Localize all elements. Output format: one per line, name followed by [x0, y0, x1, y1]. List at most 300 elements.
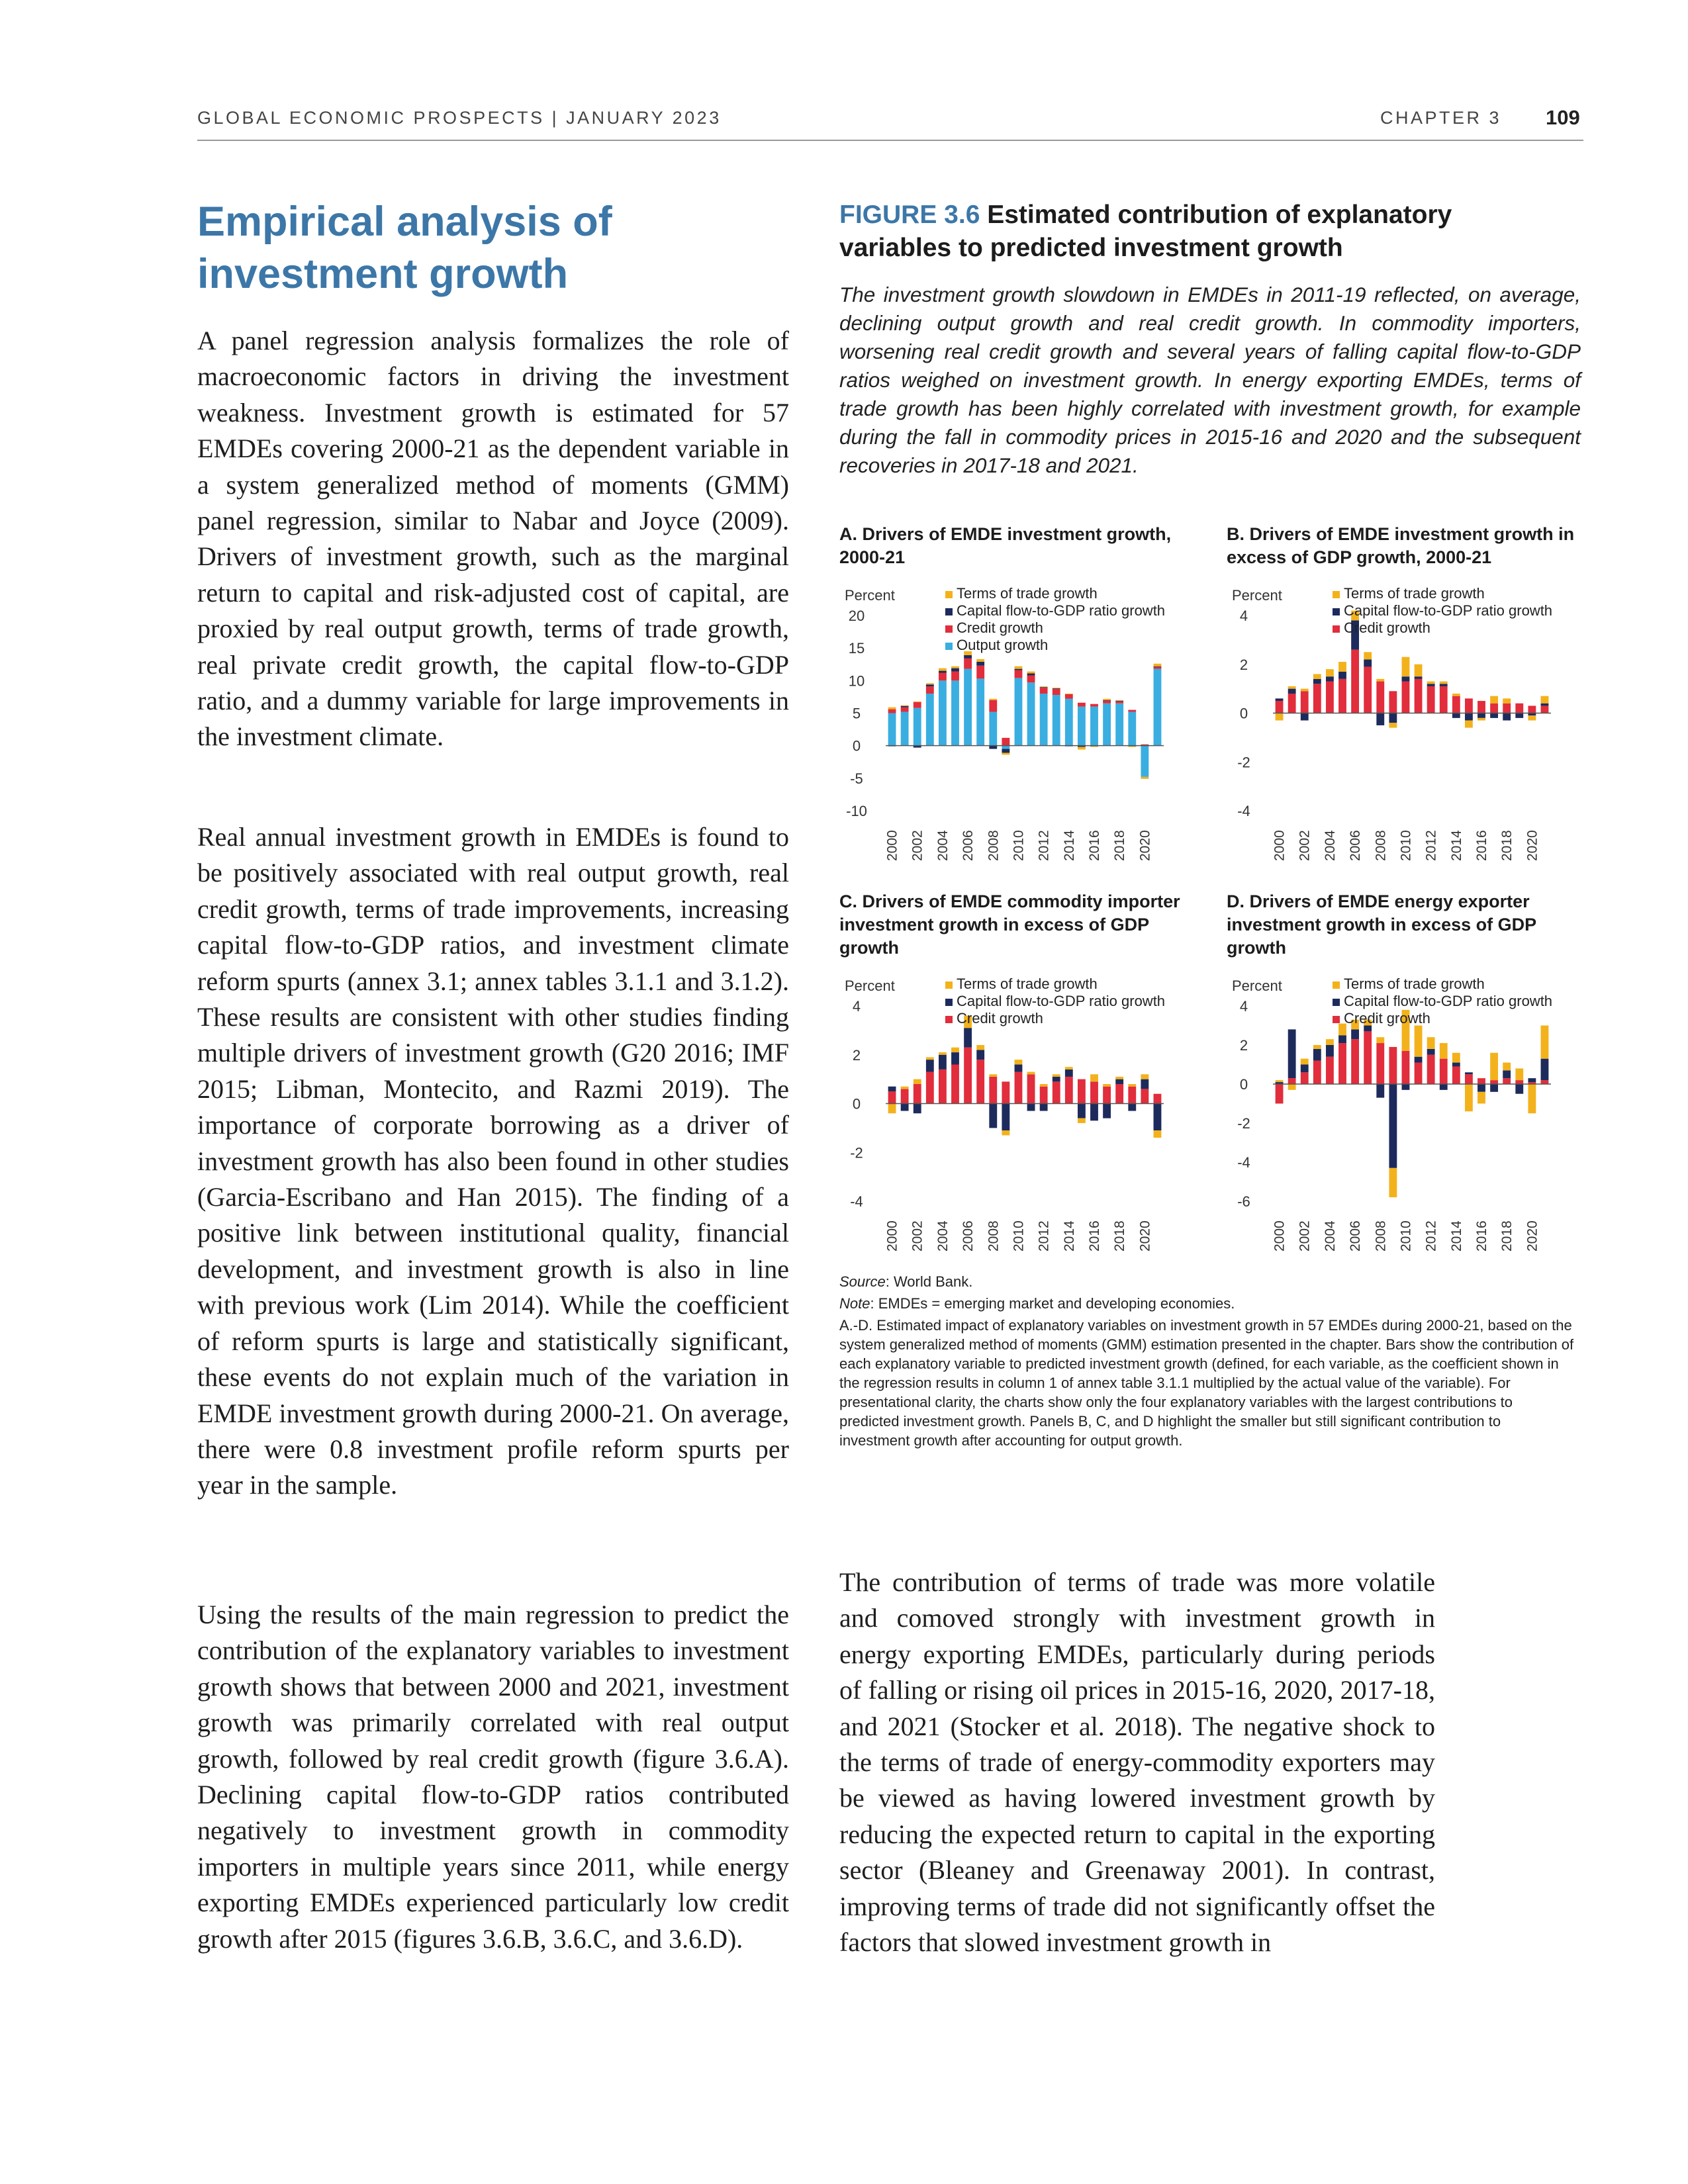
bar-capital-flow-to-gdp-ratio-growth-2005	[951, 668, 959, 672]
bar-capital-flow-to-gdp-ratio-growth-2008	[1376, 1084, 1384, 1098]
bar-credit-growth-2005	[1338, 1043, 1346, 1084]
bar-capital-flow-to-gdp-ratio-growth-2017	[1490, 713, 1498, 718]
bar-output-growth-2017	[1103, 704, 1111, 746]
bar-terms-of-trade-growth-2003	[926, 683, 934, 684]
page-number: 109	[1546, 106, 1580, 129]
chart-b-ytick: 0	[1239, 705, 1248, 722]
bar-terms-of-trade-growth-2021	[1541, 696, 1549, 704]
bar-credit-growth-2013	[1440, 686, 1448, 713]
bar-capital-flow-to-gdp-ratio-growth-2019	[1128, 1104, 1136, 1111]
figure-subtitle: The investment growth slowdown in EMDEs in 2011-19 reflected, on average, declining output growth and real credit growth. In commodity importers, worsening real credit growth and several years of falling capital flow-to-GDP ratios weighed on investment growth. In energy exporting EMDEs, terms of trade growth has been highly correlated with investment growth, for example during the fall in commodity prices in 2015-16 and 2020 and the subsequent recoveries in 2017-18 and 2021.	[839, 283, 1581, 477]
chart-a-ytick: 5	[852, 705, 861, 722]
chart-a-ytick: 15	[848, 640, 865, 657]
legend-label-terms-of-trade-growth: Terms of trade growth	[957, 976, 1098, 992]
bar-terms-of-trade-growth-2008	[989, 1074, 997, 1077]
bar-credit-growth-2000	[888, 1091, 896, 1103]
bar-capital-flow-to-gdp-ratio-growth-2010	[1402, 1084, 1410, 1090]
legend-label-capital-flow-to-gdp-ratio-growth: Capital flow-to-GDP ratio growth	[957, 993, 1166, 1009]
bar-terms-of-trade-growth-2014	[1452, 1053, 1460, 1063]
chart-d-xtick: 2016	[1474, 1220, 1489, 1251]
bar-capital-flow-to-gdp-ratio-growth-2009	[1389, 1084, 1397, 1168]
bar-terms-of-trade-growth-2015	[1465, 721, 1473, 728]
bar-capital-flow-to-gdp-ratio-growth-2000	[888, 1087, 896, 1091]
bar-capital-flow-to-gdp-ratio-growth-2007	[976, 1050, 984, 1060]
bar-capital-flow-to-gdp-ratio-growth-2010	[1015, 669, 1023, 670]
legend-swatch-credit-growth	[945, 625, 953, 633]
bar-capital-flow-to-gdp-ratio-growth-2011	[1027, 674, 1035, 676]
bar-capital-flow-to-gdp-ratio-growth-2015	[1078, 1104, 1086, 1118]
bar-credit-growth-2018	[1503, 1078, 1511, 1084]
bar-capital-flow-to-gdp-ratio-growth-2019	[1515, 1084, 1523, 1094]
bar-credit-growth-2001	[1288, 694, 1296, 713]
bar-credit-growth-2005	[951, 1065, 959, 1104]
bar-credit-growth-2006	[964, 1048, 972, 1104]
bar-output-growth-2001	[901, 712, 909, 746]
bar-output-growth-2010	[1015, 678, 1023, 745]
bar-terms-of-trade-growth-2009	[1002, 1130, 1009, 1135]
legend-swatch-terms-of-trade-growth	[1333, 981, 1340, 989]
bar-credit-growth-2020	[1141, 1089, 1149, 1103]
bar-capital-flow-to-gdp-ratio-growth-2010	[1402, 676, 1410, 681]
chart-c-ytick: 0	[852, 1095, 861, 1113]
bar-terms-of-trade-growth-2003	[1313, 674, 1321, 679]
bar-terms-of-trade-growth-2009	[1389, 723, 1397, 727]
bar-capital-flow-to-gdp-ratio-growth-2003	[926, 684, 934, 686]
bar-capital-flow-to-gdp-ratio-growth-2007	[976, 662, 984, 666]
bar-credit-growth-2016	[1090, 704, 1098, 707]
chart-a-ytick: 10	[848, 672, 865, 690]
bar-output-growth-2019	[1128, 712, 1136, 746]
legend-swatch-credit-growth	[945, 1016, 953, 1023]
bar-capital-flow-to-gdp-ratio-growth-2006	[1351, 1029, 1359, 1039]
bar-credit-growth-2006	[964, 659, 972, 669]
bar-terms-of-trade-growth-2005	[1338, 662, 1346, 672]
bar-credit-growth-2008	[1376, 1043, 1384, 1084]
bar-capital-flow-to-gdp-ratio-growth-2018	[1503, 713, 1511, 721]
bar-capital-flow-to-gdp-ratio-growth-2021	[1154, 666, 1162, 667]
bar-output-growth-2015	[1078, 707, 1086, 746]
bar-credit-growth-2019	[1515, 1080, 1523, 1084]
bar-credit-growth-2001	[901, 1089, 909, 1103]
bar-credit-growth-2003	[926, 686, 934, 694]
running-header-title: GLOBAL ECONOMIC PROSPECTS | JANUARY 2023	[197, 108, 722, 128]
bar-terms-of-trade-growth-2003	[926, 1057, 934, 1060]
bar-credit-growth-2017	[1103, 1087, 1111, 1104]
bar-terms-of-trade-growth-2008	[1376, 679, 1384, 682]
bar-terms-of-trade-growth-2018	[1115, 1077, 1123, 1079]
bar-credit-growth-2008	[989, 1077, 997, 1104]
bar-terms-of-trade-growth-2004	[939, 1052, 947, 1055]
chart-c-ytick: 2	[852, 1046, 861, 1064]
bar-terms-of-trade-growth-2011	[1415, 1026, 1423, 1057]
bar-terms-of-trade-growth-2007	[976, 1045, 984, 1050]
legend-swatch-credit-growth	[1333, 625, 1340, 633]
chart-b-xtick: 2020	[1524, 830, 1540, 861]
legend-label-capital-flow-to-gdp-ratio-growth: Capital flow-to-GDP ratio growth	[1344, 993, 1553, 1009]
bar-credit-growth-2005	[951, 672, 959, 681]
bar-credit-growth-2009	[1002, 738, 1009, 746]
bar-credit-growth-2002	[1301, 1072, 1309, 1084]
legend-swatch-terms-of-trade-growth	[945, 981, 953, 989]
chart-d-xtick: 2020	[1524, 1220, 1540, 1251]
bar-credit-growth-2009	[1389, 1047, 1397, 1084]
bar-capital-flow-to-gdp-ratio-growth-2005	[1338, 672, 1346, 679]
chart-c-ytick: -2	[850, 1144, 863, 1161]
bar-terms-of-trade-growth-2017	[1103, 699, 1111, 700]
chart-d-ytick: 4	[1239, 998, 1248, 1015]
bar-terms-of-trade-growth-2020	[1528, 715, 1536, 720]
bar-capital-flow-to-gdp-ratio-growth-2003	[926, 1060, 934, 1071]
figure-detail-note: A.-D. Estimated impact of explanatory variables on investment growth in 57 EMDEs during 2000-21, based on the system generalized method of moments (GMM) estimation presented in the chapter. Bars show the contribution of each explanatory variable to predicted investment growth (defined, for each variable, as the coefficient shown in the regression results in column 1 of annex table 3.1.1 multiplied by the actual value of the variable). For presentational clarity, the charts show only the four explanatory variables with the largest contributions to predicted investment growth. Panels B, C, and D highlight the smaller but still significant contribution to investment growth after accounting for output growth.	[839, 1317, 1574, 1449]
bar-capital-flow-to-gdp-ratio-growth-2011	[1027, 1104, 1035, 1111]
bar-terms-of-trade-growth-2000	[1276, 1080, 1284, 1082]
bar-capital-flow-to-gdp-ratio-growth-2018	[1503, 1070, 1511, 1078]
bar-credit-growth-2001	[1288, 1078, 1296, 1084]
chart-c-xtick: 2014	[1061, 1220, 1077, 1251]
chart-b-xtick: 2014	[1448, 830, 1464, 861]
bar-credit-growth-2008	[1376, 682, 1384, 713]
legend-swatch-credit-growth	[1333, 1016, 1340, 1023]
bar-credit-growth-2011	[1027, 675, 1035, 682]
bar-credit-growth-2002	[914, 1084, 921, 1104]
bar-terms-of-trade-growth-2012	[1040, 1084, 1048, 1087]
figure-notes	[839, 1272, 1574, 1450]
bar-terms-of-trade-growth-2001	[901, 705, 909, 706]
chart-c-xtick: 2010	[1011, 1220, 1027, 1251]
bar-terms-of-trade-growth-2008	[989, 699, 997, 700]
bar-terms-of-trade-growth-2013	[1440, 1043, 1448, 1059]
chart-c-xtick: 2008	[986, 1220, 1002, 1251]
chart-a-ytick: -10	[846, 803, 867, 819]
bar-terms-of-trade-growth-2014	[1065, 1067, 1073, 1069]
bar-terms-of-trade-growth-2010	[1402, 657, 1410, 677]
bar-credit-growth-2004	[939, 673, 947, 681]
bar-terms-of-trade-growth-2018	[1115, 700, 1123, 701]
legend-label-output-growth: Output growth	[957, 637, 1049, 653]
chart-b-xtick: 2004	[1322, 830, 1338, 861]
legend-label-capital-flow-to-gdp-ratio-growth: Capital flow-to-GDP ratio growth	[1344, 602, 1553, 619]
bar-credit-growth-2012	[1427, 686, 1435, 713]
bar-capital-flow-to-gdp-ratio-growth-2017	[1103, 1104, 1111, 1118]
bar-capital-flow-to-gdp-ratio-growth-2004	[1326, 1045, 1334, 1057]
bar-credit-growth-2011	[1415, 1063, 1423, 1084]
bar-capital-flow-to-gdp-ratio-growth-2012	[1040, 1104, 1048, 1111]
bar-capital-flow-to-gdp-ratio-growth-2013	[1053, 1077, 1060, 1081]
bar-terms-of-trade-growth-2017	[1490, 1053, 1498, 1080]
bar-terms-of-trade-growth-2016	[1477, 718, 1485, 721]
bar-terms-of-trade-growth-2004	[1326, 669, 1334, 676]
bar-terms-of-trade-growth-2011	[1415, 664, 1423, 676]
bar-credit-growth-2010	[1402, 682, 1410, 713]
bar-terms-of-trade-growth-2012	[1427, 1037, 1435, 1049]
figure-title	[839, 199, 1534, 265]
chart-b-xtick: 2018	[1499, 830, 1515, 861]
bar-output-growth-2021	[1154, 669, 1162, 746]
chart-c-xtick: 2006	[961, 1220, 976, 1251]
bar-terms-of-trade-growth-2000	[888, 1104, 896, 1114]
chart-b-ytick: 2	[1239, 656, 1248, 673]
bar-capital-flow-to-gdp-ratio-growth-2004	[939, 1055, 947, 1069]
bar-credit-growth-2016	[1090, 1081, 1098, 1103]
bar-terms-of-trade-growth-2005	[951, 1048, 959, 1052]
bar-terms-of-trade-growth-2007	[1364, 652, 1372, 659]
bar-terms-of-trade-growth-2015	[1078, 747, 1086, 750]
bar-credit-growth-2000	[888, 709, 896, 713]
legend-swatch-terms-of-trade-growth	[1333, 591, 1340, 598]
bar-credit-growth-2012	[1427, 1055, 1435, 1084]
bar-credit-growth-2013	[1053, 1081, 1060, 1103]
bar-terms-of-trade-growth-2010	[1015, 1060, 1023, 1064]
bar-output-growth-2005	[951, 680, 959, 745]
bar-output-growth-2006	[964, 669, 972, 746]
bar-terms-of-trade-growth-2020	[1141, 777, 1149, 779]
bar-capital-flow-to-gdp-ratio-growth-2021	[1154, 1104, 1162, 1131]
bar-capital-flow-to-gdp-ratio-growth-2008	[1376, 713, 1384, 725]
figure-number: FIGURE 3.6	[839, 201, 980, 229]
bar-terms-of-trade-growth-2005	[951, 666, 959, 668]
chart-a-xtick: 2006	[961, 830, 976, 861]
bar-credit-growth-2013	[1440, 1059, 1448, 1084]
bar-capital-flow-to-gdp-ratio-growth-2014	[1452, 713, 1460, 718]
chart-d-xtick: 2000	[1272, 1220, 1288, 1251]
bar-capital-flow-to-gdp-ratio-growth-2014	[1452, 1063, 1460, 1067]
bar-credit-growth-2019	[1128, 710, 1136, 712]
bar-capital-flow-to-gdp-ratio-growth-2004	[939, 671, 947, 673]
bar-capital-flow-to-gdp-ratio-growth-2021	[1541, 704, 1549, 706]
bar-credit-growth-2015	[1078, 703, 1086, 707]
chart-d-ytick: 2	[1239, 1037, 1248, 1054]
bar-output-growth-2008	[989, 712, 997, 746]
bar-credit-growth-2016	[1477, 701, 1485, 713]
chart-b-xtick: 2012	[1423, 830, 1439, 861]
bar-capital-flow-to-gdp-ratio-growth-2009	[1002, 1104, 1009, 1131]
bar-capital-flow-to-gdp-ratio-growth-2003	[1313, 679, 1321, 684]
chart-a-ylabel: Percent	[845, 587, 895, 604]
figure-source: Source: World Bank.	[839, 1273, 973, 1290]
bar-terms-of-trade-growth-2000	[888, 707, 896, 709]
chart-c-xtick: 2016	[1087, 1220, 1102, 1251]
bar-terms-of-trade-growth-2018	[1503, 698, 1511, 703]
bar-credit-growth-2004	[1326, 1057, 1334, 1084]
bar-credit-growth-2003	[926, 1072, 934, 1104]
chart-c	[839, 976, 1210, 1320]
legend-swatch-terms-of-trade-growth	[945, 591, 953, 598]
bar-capital-flow-to-gdp-ratio-growth-2021	[1541, 1059, 1549, 1080]
bar-credit-growth-2021	[1154, 667, 1162, 669]
section-title: Empirical analysis of investment growth	[197, 199, 612, 297]
bar-output-growth-2020	[1141, 746, 1149, 777]
chart-d-ytick: 0	[1239, 1076, 1248, 1093]
bar-credit-growth-2002	[914, 702, 921, 708]
chart-b-ytick: 4	[1239, 608, 1248, 624]
chart-c-ylabel: Percent	[845, 978, 895, 994]
chart-c-xtick: 2018	[1112, 1220, 1128, 1251]
bar-output-growth-2014	[1065, 699, 1073, 746]
figure-title-text: Estimated contribution of explanatory variables to predicted investment growth	[839, 201, 1452, 262]
bar-terms-of-trade-growth-2009	[1389, 1168, 1397, 1197]
chart-a-xtick: 2004	[935, 830, 951, 861]
bar-terms-of-trade-growth-2014	[1452, 694, 1460, 696]
bar-credit-growth-2014	[1065, 1077, 1073, 1104]
bar-capital-flow-to-gdp-ratio-growth-2019	[1515, 713, 1523, 718]
bar-capital-flow-to-gdp-ratio-growth-2016	[1477, 713, 1485, 718]
bar-capital-flow-to-gdp-ratio-growth-2015	[1465, 1072, 1473, 1074]
chart-b-xtick: 2000	[1272, 830, 1288, 861]
bar-credit-growth-2007	[976, 1060, 984, 1103]
bar-credit-growth-2010	[1402, 1051, 1410, 1084]
bar-capital-flow-to-gdp-ratio-growth-2000	[1276, 698, 1284, 701]
chart-d-xtick: 2002	[1297, 1220, 1313, 1251]
chart-d-xtick: 2004	[1322, 1220, 1338, 1251]
chart-c-xtick: 2012	[1036, 1220, 1052, 1251]
bar-terms-of-trade-growth-2001	[1288, 1084, 1296, 1090]
bar-terms-of-trade-growth-2020	[1528, 1084, 1536, 1113]
chart-a-bars	[888, 651, 1162, 779]
bar-credit-growth-2000	[1276, 701, 1284, 713]
bar-credit-growth-2012	[1040, 688, 1048, 694]
bar-terms-of-trade-growth-2001	[1288, 686, 1296, 689]
bar-terms-of-trade-growth-2008	[1376, 1037, 1384, 1043]
figure-note: Note: EMDEs = emerging market and developing economies.	[839, 1295, 1235, 1312]
bar-output-growth-2000	[888, 713, 896, 746]
bar-credit-growth-2014	[1452, 1066, 1460, 1084]
bar-credit-growth-2014	[1452, 696, 1460, 713]
bar-credit-growth-2010	[1015, 670, 1023, 678]
bar-credit-growth-2003	[1313, 684, 1321, 713]
chart-a	[839, 586, 1210, 930]
body-paragraph-2: Real annual investment growth in EMDEs is found to be positively associated with real output growth, real credit growth, terms of trade improvements, increasing capital flow-to-GDP ratios, and investment climate reform spurts (annex 3.1; annex tables 3.1.1 and 3.1.2). These results are consistent with other studies finding multiple drivers of investment growth (G20 2016; IMF 2015; Libman, Montecito, and Razmi 2019). The importance of corporate borrowing as a driver of investment growth has also been found in other studies (Garcia-Escribano and Han 2015). The finding of a positive link between institutional quality, financial development, and investment growth is also in line with previous work (Lim 2014). While the coefficient of reform spurts is large and statistically significant, these events do not explain much of the variation in EMDE investment growth during 2000-21. On average, there were 0.8 investment profile reform spurts per year in the sample.	[197, 822, 789, 1500]
bar-capital-flow-to-gdp-ratio-growth-2020	[1141, 1079, 1149, 1089]
chart-c-xtick: 2002	[910, 1220, 925, 1251]
bar-terms-of-trade-growth-2007	[976, 659, 984, 662]
bar-capital-flow-to-gdp-ratio-growth-2002	[1301, 713, 1309, 721]
bar-capital-flow-to-gdp-ratio-growth-2008	[989, 1104, 997, 1128]
chart-a-ytick: 0	[852, 737, 861, 754]
bar-output-growth-2007	[976, 678, 984, 745]
bar-terms-of-trade-growth-2009	[1002, 752, 1009, 754]
bar-capital-flow-to-gdp-ratio-growth-2015	[1465, 713, 1473, 721]
legend-label-terms-of-trade-growth: Terms of trade growth	[1344, 585, 1485, 602]
legend-label-terms-of-trade-growth: Terms of trade growth	[957, 585, 1098, 602]
bar-capital-flow-to-gdp-ratio-growth-2001	[901, 1104, 909, 1111]
bar-output-growth-2012	[1040, 694, 1048, 746]
bar-output-growth-2003	[926, 694, 934, 746]
bar-output-growth-2004	[939, 680, 947, 745]
body-paragraph-3: Using the results of the main regression to predict the contribution of the explanatory variables to investment growth shows that between 2000 and 2021, investment growth was primarily correlated with real output growth, followed by real credit growth (figure 3.6.A). Declining capital flow-to-GDP ratios contributed negatively to investment growth in commodity importers in multiple years since 2011, while energy exporting EMDEs experienced particularly low credit growth after 2015 (figures 3.6.B, 3.6.C, and 3.6.D).	[197, 1600, 789, 1954]
chart-a-xtick: 2016	[1087, 830, 1102, 861]
bar-credit-growth-2015	[1465, 1074, 1473, 1084]
chart-a-xtick: 2000	[884, 830, 900, 861]
chart-a-ytick: -5	[850, 770, 863, 787]
bar-credit-growth-2019	[1515, 704, 1523, 713]
bar-capital-flow-to-gdp-ratio-growth-2001	[1288, 689, 1296, 694]
legend-label-credit-growth: Credit growth	[1344, 1010, 1430, 1026]
bar-output-growth-2018	[1115, 704, 1123, 746]
bar-capital-flow-to-gdp-ratio-growth-2018	[1115, 701, 1123, 702]
chart-b-ytick: -4	[1237, 803, 1250, 819]
bar-credit-growth-2010	[1015, 1072, 1023, 1104]
bar-terms-of-trade-growth-2020	[1141, 1074, 1149, 1079]
bar-credit-growth-2021	[1541, 705, 1549, 713]
chart-c-xtick: 2020	[1137, 1220, 1153, 1251]
legend-swatch-capital-flow-to-gdp-ratio-growth	[1333, 999, 1340, 1006]
bar-credit-growth-2013	[1053, 689, 1060, 695]
bar-terms-of-trade-growth-2015	[1078, 1118, 1086, 1123]
bar-terms-of-trade-growth-2012	[1427, 682, 1435, 684]
chart-b-ytick: -2	[1237, 754, 1250, 771]
chart-d	[1227, 976, 1597, 1320]
bar-credit-growth-2004	[939, 1069, 947, 1104]
bar-capital-flow-to-gdp-ratio-growth-2012	[1040, 687, 1048, 688]
bar-capital-flow-to-gdp-ratio-growth-2011	[1415, 1057, 1423, 1063]
bar-capital-flow-to-gdp-ratio-growth-2001	[1288, 1029, 1296, 1078]
bar-credit-growth-2004	[1326, 682, 1334, 713]
bar-capital-flow-to-gdp-ratio-growth-2004	[1326, 676, 1334, 681]
bar-credit-growth-2018	[1503, 704, 1511, 713]
bar-credit-growth-2009	[1002, 1081, 1009, 1103]
bar-capital-flow-to-gdp-ratio-growth-2013	[1440, 1084, 1448, 1090]
chart-a-xtick: 2014	[1061, 830, 1077, 861]
bar-credit-growth-2017	[1490, 704, 1498, 713]
bar-credit-growth-2011	[1415, 679, 1423, 713]
bar-terms-of-trade-growth-2011	[1027, 1072, 1035, 1075]
chart-d-ytick: -6	[1237, 1193, 1250, 1210]
running-header-chapter: CHAPTER 3	[1380, 108, 1502, 128]
bar-capital-flow-to-gdp-ratio-growth-2006	[964, 655, 972, 659]
chart-d-xtick: 2018	[1499, 1220, 1515, 1251]
legend-label-credit-growth: Credit growth	[957, 619, 1043, 636]
bar-credit-growth-2020	[1528, 705, 1536, 713]
chart-d-xtick: 2010	[1398, 1220, 1414, 1251]
bar-capital-flow-to-gdp-ratio-growth-2014	[1065, 1069, 1073, 1077]
bar-credit-growth-2021	[1154, 1094, 1162, 1104]
chart-d-xtick: 2008	[1373, 1220, 1389, 1251]
chart-a-xtick: 2002	[910, 830, 925, 861]
bar-capital-flow-to-gdp-ratio-growth-2013	[1440, 684, 1448, 686]
bar-terms-of-trade-growth-2021	[1541, 1026, 1549, 1059]
bar-capital-flow-to-gdp-ratio-growth-2016	[1477, 1084, 1485, 1092]
chart-b-xtick: 2016	[1474, 830, 1489, 861]
bar-capital-flow-to-gdp-ratio-growth-2010	[1015, 1065, 1023, 1072]
chart-a-ytick: 20	[848, 608, 865, 624]
chart-c-bars	[888, 1016, 1162, 1138]
bar-credit-growth-2009	[1389, 691, 1397, 713]
bar-credit-growth-2008	[989, 700, 997, 712]
bar-terms-of-trade-growth-2000	[1276, 713, 1284, 721]
bar-capital-flow-to-gdp-ratio-growth-2012	[1427, 1049, 1435, 1055]
legend-swatch-capital-flow-to-gdp-ratio-growth	[945, 999, 953, 1006]
chart-b-ylabel: Percent	[1232, 587, 1282, 604]
chart-b-xtick: 2006	[1348, 830, 1364, 861]
chart-c-xtick: 2000	[884, 1220, 900, 1251]
legend-label-terms-of-trade-growth: Terms of trade growth	[1344, 976, 1485, 992]
bar-terms-of-trade-growth-2010	[1015, 666, 1023, 669]
bar-capital-flow-to-gdp-ratio-growth-2017	[1490, 1084, 1498, 1092]
bar-capital-flow-to-gdp-ratio-growth-2017	[1103, 700, 1111, 701]
bar-terms-of-trade-growth-2016	[1090, 1074, 1098, 1081]
bar-credit-growth-2011	[1027, 1074, 1035, 1103]
bar-terms-of-trade-growth-2021	[1154, 1130, 1162, 1138]
chart-b-xtick: 2010	[1398, 830, 1414, 861]
chart-a-xtick: 2018	[1112, 830, 1128, 861]
bar-terms-of-trade-growth-2013	[1440, 682, 1448, 684]
chart-d-ytick: -2	[1237, 1115, 1250, 1132]
chart-b-xtick: 2002	[1297, 830, 1313, 861]
bar-capital-flow-to-gdp-ratio-growth-2016	[1090, 1104, 1098, 1121]
chart-d-xtick: 2014	[1448, 1220, 1464, 1251]
bar-terms-of-trade-growth-2002	[1301, 1059, 1309, 1065]
chart-a-xtick: 2012	[1036, 830, 1052, 861]
